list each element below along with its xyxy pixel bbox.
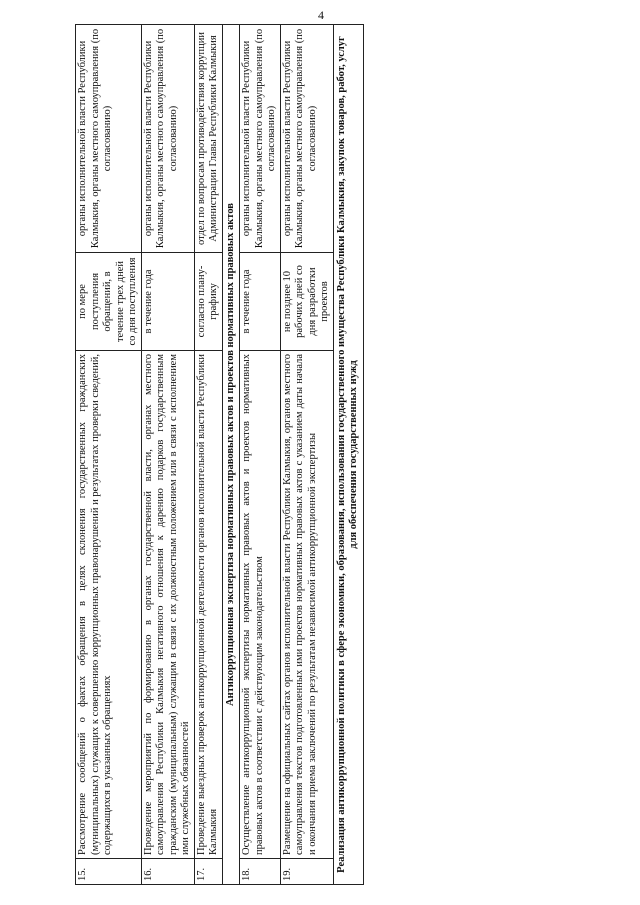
measure-text: Проведение мероприятий по формированию в органах государственной власти, органах местного самоуправления Республики Калмыкия негативного отношения к дарению подарков государственным гражданским (муниципальным) служащим в связи с их должностным положением или в связи с исполнением ими служебных обязанностей (141, 351, 194, 859)
measure-term: по мере поступления обращений, в течение трех дней со дня поступления (76, 253, 142, 351)
measure-term: согласно плану-графику (194, 253, 222, 351)
measure-term: не позднее 10 рабочих дней со дня разработки проектов (280, 253, 333, 351)
measure-executor: органы исполнительной власти Республики Калмыкия, органы местного самоуправления (по согласованию) (240, 25, 281, 253)
page-number: 4 (318, 8, 324, 22)
section-title: Антикоррупционная экспертиза нормативных правовых актов и проектов нормативных правовых актов (222, 25, 240, 885)
measure-text: Размещение на официальных сайтах органов исполнительной власти Республики Калмыкия, органов местного самоуправления текстов подготовленных ими проектов нормативных правовых актов с указанием даты начала и окончания приема заключений по результатам независимой антикоррупционной экспертизы (280, 351, 333, 859)
measure-text: Осуществление антикоррупционной экспертизы нормативных правовых актов и проектов нормативных правовых актов в соответствии с действующим законодательством (240, 351, 281, 859)
row-number: 17. (194, 859, 222, 885)
row-number: 18. (240, 859, 281, 885)
section-header-row (222, 25, 240, 885)
measure-executor: органы исполнительной власти Республики Калмыкия, органы местного самоуправления (по согласованию) (141, 25, 194, 253)
row-number: 19. (280, 859, 333, 885)
table-row (141, 25, 194, 885)
measure-text: Рассмотрение сообщений о фактах обращения в целях склонения государственных гражданских (муниципальных) служащих к совершению коррупционных правонарушений и результатах проверки сведений, содержащихся в указанных обращениях (76, 351, 142, 859)
measure-text: Проведение выездных проверок антикоррупционной деятельности органов исполнительной власти Республики Калмыкия (194, 351, 222, 859)
table-row (194, 25, 222, 885)
table-row (76, 25, 142, 885)
measures-table (75, 24, 364, 885)
row-number: 16. (141, 859, 194, 885)
table-row (240, 25, 281, 885)
row-number: 15. (76, 859, 142, 885)
table-row (280, 25, 333, 885)
rotated-table-container (75, 25, 500, 885)
measure-executor: органы исполнительной власти Республики Калмыкия, органы местного самоуправления (по согласованию) (280, 25, 333, 253)
section-header-row (333, 25, 363, 885)
measure-executor: отдел по вопросам противодействия коррупции Администрации Главы Республики Калмыкия (194, 25, 222, 253)
measure-executor: органы исполнительной власти Республики Калмыкия, органы местного самоуправления (по согласованию) (76, 25, 142, 253)
measure-term: в течение года (240, 253, 281, 351)
measure-term: в течение года (141, 253, 194, 351)
section-title: Реализация антикоррупционной политики в сфере экономики, образования, использования государственного имущества Республики Калмыкия, закупок товаров, работ, услуг для обеспечения государственных нужд (333, 25, 363, 885)
